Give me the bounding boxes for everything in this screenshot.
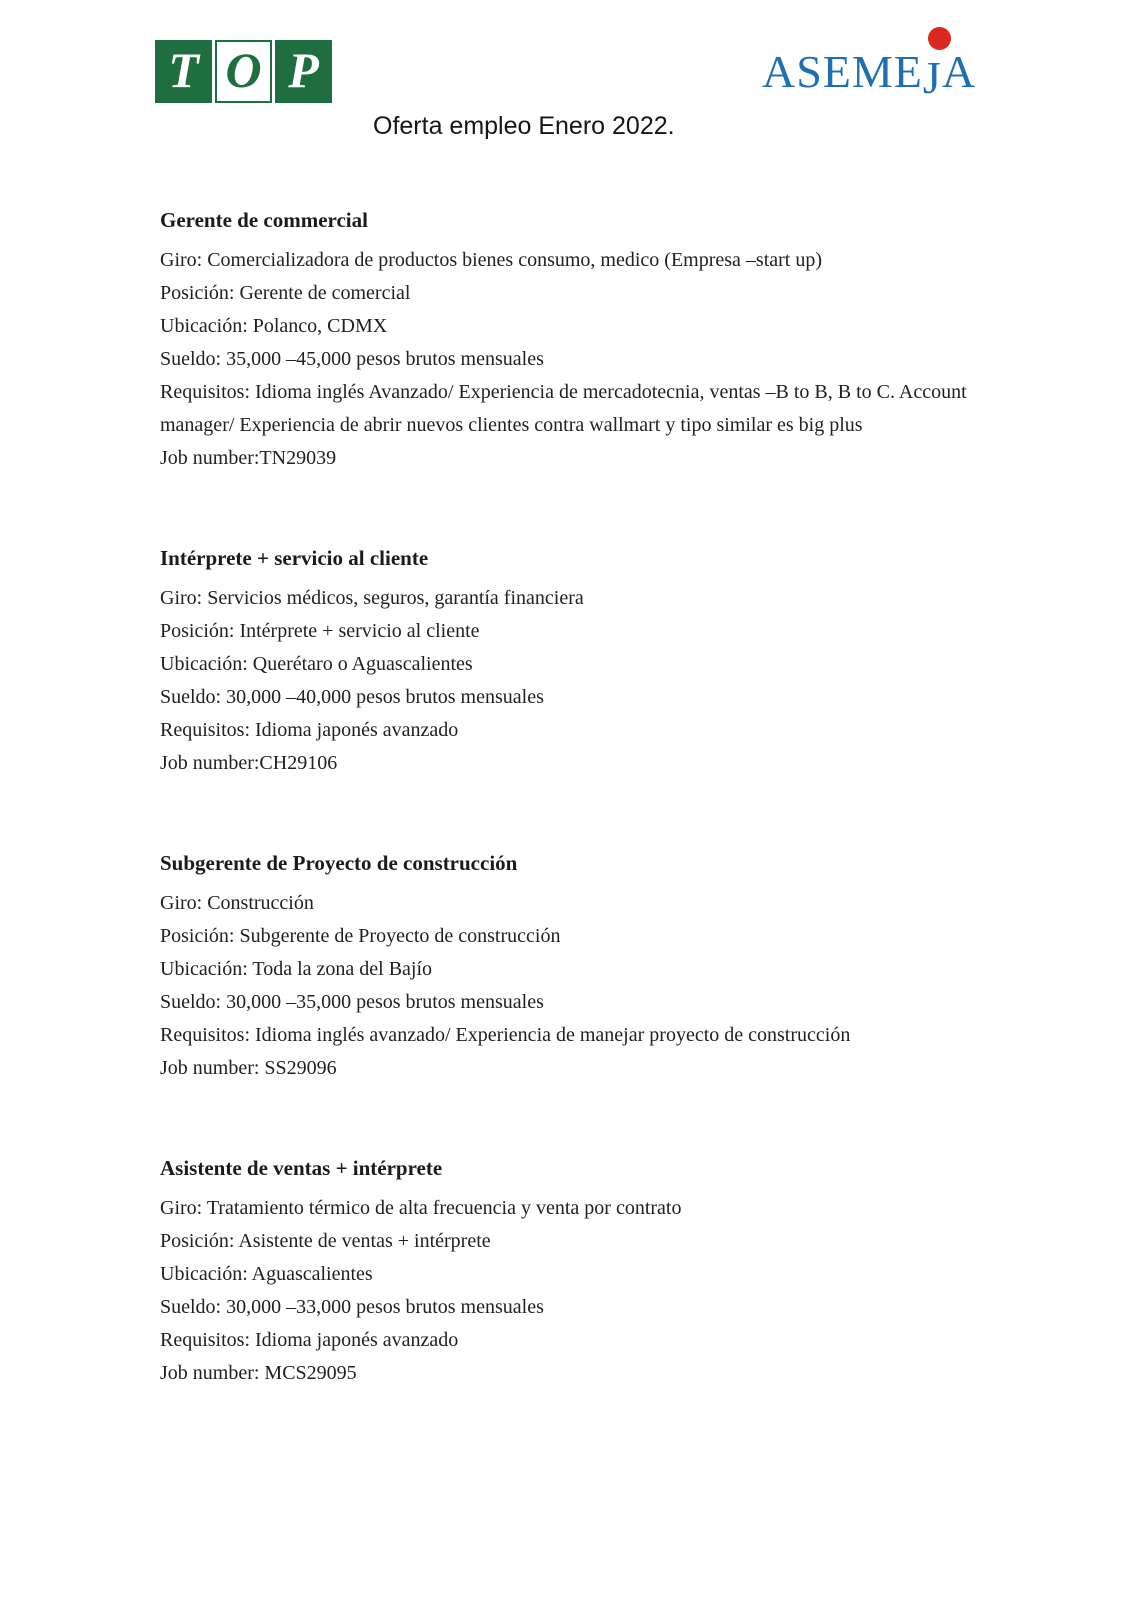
job-section: [160, 1152, 992, 1390]
job-detail-line: Job number: MCS29095: [160, 1362, 357, 1384]
job-detail-line: Requisitos: Idioma inglés Avanzado/ Experiencia de mercadotecnia, ventas –B to B, B to C. Account manager/ Experiencia de abrir nuevos clientes contra wallmart y tipo similar es big plus: [160, 381, 967, 436]
job-detail-line: Giro: Tratamiento térmico de alta frecuencia y venta por contrato: [160, 1197, 682, 1219]
job-detail-line: Ubicación: Querétaro o Aguascalientes: [160, 653, 473, 675]
job-detail-line: Job number: SS29096: [160, 1057, 337, 1079]
job-detail-line: Sueldo: 30,000 –33,000 pesos brutos mensuales: [160, 1296, 544, 1318]
asemeja-text-right: A: [941, 46, 977, 97]
job-details: [160, 887, 992, 1085]
job-detail-line: Ubicación: Toda la zona del Bajío: [160, 958, 433, 980]
job-title: Gerente de commercial: [160, 208, 368, 232]
job-detail-line: Giro: Servicios médicos, seguros, garantía financiera: [160, 587, 584, 609]
job-detail-line: Requisitos: Idioma inglés avanzado/ Experiencia de manejar proyecto de construcción: [160, 1024, 851, 1046]
asemeja-logo: [762, 46, 977, 103]
job-detail-line: Giro: Comercializadora de productos bienes consumo, medico (Empresa –start up): [160, 249, 823, 271]
asemeja-letter-j: [923, 54, 942, 102]
job-detail-line: Posición: Gerente de comercial: [160, 282, 411, 304]
top-logo-letter-t: T: [155, 40, 212, 103]
job-detail-line: Job number:CH29106: [160, 752, 338, 774]
job-details: [160, 244, 992, 475]
page-title: Oferta empleo Enero 2022.: [373, 112, 675, 140]
job-details: [160, 1192, 992, 1390]
job-details: [160, 582, 992, 780]
job-title: Intérprete + servicio al cliente: [160, 546, 429, 570]
asemeja-text-left: ASEME: [762, 46, 923, 97]
job-detail-line: Job number:TN29039: [160, 447, 337, 469]
job-detail-line: Requisitos: Idioma japonés avanzado: [160, 719, 459, 741]
job-detail-line: Sueldo: 30,000 –40,000 pesos brutos mensuales: [160, 686, 544, 708]
job-detail-line: Posición: Intérprete + servicio al cliente: [160, 620, 480, 642]
job-section: [160, 204, 992, 475]
job-title: Subgerente de Proyecto de construcción: [160, 851, 518, 875]
job-detail-line: Ubicación: Polanco, CDMX: [160, 315, 388, 337]
job-detail-line: Sueldo: 35,000 –45,000 pesos brutos mensuales: [160, 348, 544, 370]
job-detail-line: Posición: Asistente de ventas + intérprete: [160, 1230, 491, 1252]
asemeja-red-dot-icon: [928, 27, 951, 50]
job-detail-line: Giro: Construcción: [160, 892, 314, 914]
job-section: [160, 847, 992, 1085]
job-detail-line: Sueldo: 30,000 –35,000 pesos brutos mensuales: [160, 991, 544, 1013]
job-section: [160, 542, 992, 780]
top-logo-letter-p: P: [275, 40, 332, 103]
top-logo-letter-o: O: [215, 40, 272, 103]
job-detail-line: Requisitos: Idioma japonés avanzado: [160, 1329, 459, 1351]
job-listings: [160, 204, 992, 1457]
top-logo: [155, 40, 332, 103]
job-detail-line: Posición: Subgerente de Proyecto de construcción: [160, 925, 561, 947]
job-title: Asistente de ventas + intérprete: [160, 1156, 443, 1180]
job-detail-line: Ubicación: Aguascalientes: [160, 1263, 373, 1285]
asemeja-letter-j-glyph: J: [922, 52, 942, 103]
